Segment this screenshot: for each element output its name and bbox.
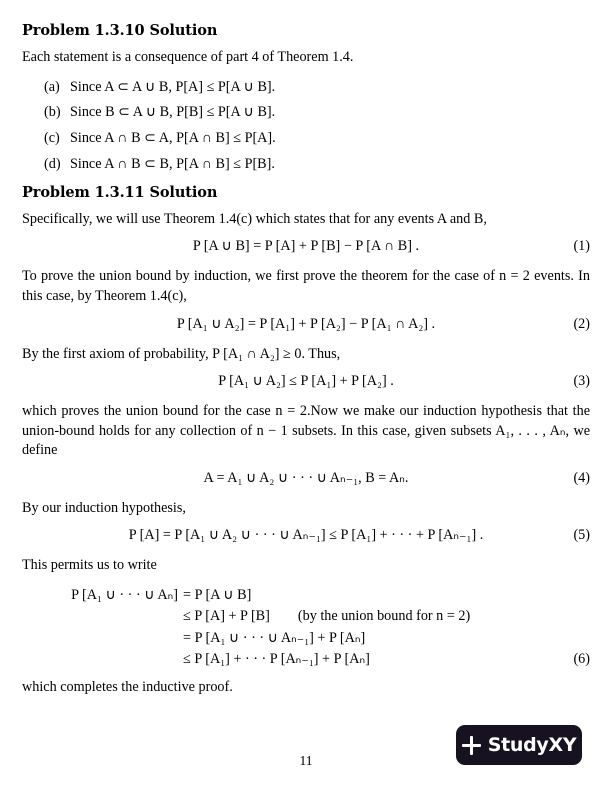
equation-6-line-relation: = (183, 629, 192, 646)
equation-6-line-lhs: P [A₁ ∪ · · · ∪ Aₙ] (71, 587, 178, 604)
equation-1 (22, 238, 590, 257)
brand-name: StudyXY (487, 734, 577, 756)
equation-6-block (22, 585, 590, 670)
equation-1-number: (1) (573, 238, 590, 255)
section-title-problem-1-3-10: Problem 1.3.10 Solution (22, 22, 218, 39)
equation-3 (22, 373, 590, 392)
equation-6-line-expression: P [A ∪ B] (194, 587, 252, 604)
equation-6-line-rhs (178, 628, 590, 649)
equation-6-line (22, 585, 590, 606)
list-item-label: (b) (44, 104, 61, 121)
problem-1-3-11-paragraph-1: Specifically, we will use Theorem 1.4(c) which states that for any events A and B, (22, 210, 487, 227)
equation-5-body: P [A] = P [A₁ ∪ A₂ ∪ · · · ∪ Aₙ₋₁] ≤ P [A₁] + · · · + P [Aₙ₋₁] . (128, 527, 484, 544)
plus-icon (462, 736, 481, 755)
list-item (22, 77, 590, 97)
equation-6-line-note (251, 587, 279, 603)
equation-6-line-expression: P [A₁] + · · · P [Aₙ₋₁] + P [Aₙ] (194, 650, 370, 667)
studyxy-watermark (456, 725, 582, 765)
equation-6-line-note (370, 651, 398, 667)
list-item-text: Since A ∩ B ⊂ B, P[A ∩ B] ≤ P[B]. (70, 155, 275, 172)
equation-4-body: A = A₁ ∪ A₂ ∪ · · · ∪ Aₙ₋₁, B = Aₙ. (203, 469, 409, 486)
list-item-text: Since B ⊂ A ∪ B, P[B] ≤ P[A ∪ B]. (70, 104, 276, 121)
equation-6-line-expression: P [A₁ ∪ · · · ∪ Aₙ₋₁] + P [Aₙ] (194, 629, 366, 646)
equation-4 (22, 470, 590, 489)
equation-6-line-lhs (22, 649, 178, 670)
equation-3-body: P [A₁ ∪ A₂] ≤ P [A₁] + P [A₂] . (218, 373, 394, 390)
equation-2-body: P [A₁ ∪ A₂] = P [A₁] + P [A₂] − P [A₁ ∩ A₂] . (176, 315, 436, 332)
page-content (22, 22, 590, 707)
equation-6-line-rhs (178, 649, 590, 670)
equation-4-number: (4) (573, 469, 590, 486)
equation-6-line-relation: ≤ (183, 650, 191, 667)
equation-2 (22, 316, 590, 335)
equation-6-line-lhs (22, 606, 178, 627)
problem-1-3-11-paragraph-3: By the first axiom of probability, P [A₁ ∩ A₂] ≥ 0. Thus, (22, 345, 341, 362)
equation-6-line-relation: = (183, 587, 192, 604)
equation-6-line-expression: P [A] + P [B] (194, 608, 270, 625)
equation-6-line-note: (by the union bound for n = 2) (297, 608, 471, 625)
equation-5 (22, 527, 590, 546)
equation-6-line (22, 628, 590, 649)
equation-3-number: (3) (573, 373, 590, 390)
equation-5-number: (5) (573, 527, 590, 544)
list-item-label: (a) (44, 78, 60, 95)
list-item-text: Since A ⊂ A ∪ B, P[A] ≤ P[A ∪ B]. (70, 78, 276, 95)
equation-1-body: P [A ∪ B] = P [A] + P [B] − P [A ∩ B] . (192, 238, 420, 255)
problem-1-3-11-paragraph-5: By our induction hypothesis, (22, 499, 186, 516)
problem-1-3-10-intro: Each statement is a consequence of part 4 of Theorem 1.4. (22, 49, 354, 65)
equation-6-line-rhs (178, 585, 590, 606)
list-item-label: (c) (44, 129, 60, 146)
problem-1-3-11-paragraph-4: which proves the union bound for the case n = 2.Now we make our induction hypothesis that the union-bound holds for any collection of n − 1 subsets. In this case, given subsets A₁, . . . , Aₙ, we define (22, 403, 590, 459)
section-title-problem-1-3-11: Problem 1.3.11 Solution (22, 183, 218, 201)
list-item-text: Since A ∩ B ⊂ A, P[A ∩ B] ≤ P[A]. (70, 129, 276, 146)
problem-1-3-11-paragraph-2: To prove the union bound by induction, we first prove the theorem for the case of n = 2 events. In this case, by Theorem 1.4(c), (22, 268, 590, 304)
equation-2-number: (2) (573, 315, 590, 332)
list-item (22, 102, 590, 122)
problem-1-3-10-list (22, 77, 590, 174)
list-item (22, 128, 590, 148)
list-item-label: (d) (44, 155, 61, 172)
equation-6-line-note (365, 630, 393, 646)
equation-6-line-number: (6) (573, 650, 590, 667)
equation-6-line-rhs (178, 606, 590, 627)
page-number: 11 (299, 753, 313, 768)
list-item (22, 154, 590, 174)
equation-6-line (22, 649, 590, 670)
problem-1-3-11-paragraph-7: which completes the inductive proof. (22, 679, 233, 696)
equation-6-line (22, 606, 590, 627)
equation-6-line-lhs (22, 628, 178, 649)
problem-1-3-11-paragraph-6: This permits us to write (22, 557, 157, 574)
equation-6-line-relation: ≤ (183, 608, 191, 625)
